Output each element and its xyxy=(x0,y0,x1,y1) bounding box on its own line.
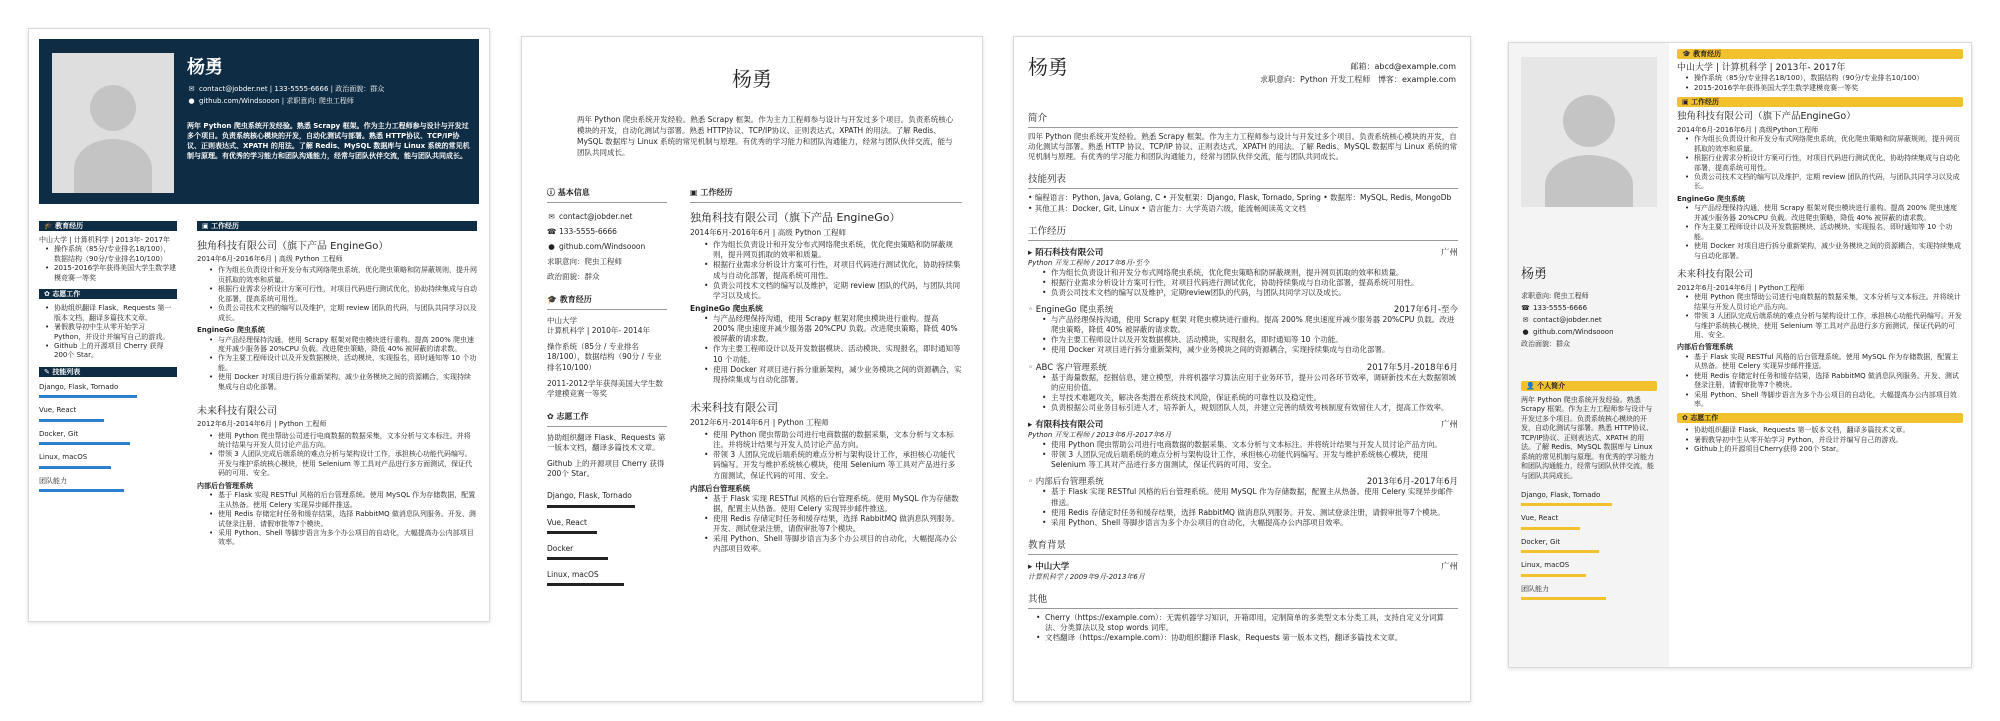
resume-body xyxy=(1028,101,1458,643)
job-bullets xyxy=(1028,440,1458,470)
skills-line-2: • 其他工具：Docker, Git, Linux • 语言能力：大学英语六级，能流畅阅读英文文档 xyxy=(1028,203,1306,213)
skill-list xyxy=(547,491,667,586)
skill-level-bar xyxy=(547,531,597,534)
skill-level-bar xyxy=(547,583,624,586)
skill-list xyxy=(1521,491,1657,600)
volunteer-2: Github 上的开源项目 Cherry 获得 200个 Star。 xyxy=(547,459,665,479)
skill-label: Django, Flask, Tornado xyxy=(547,491,632,501)
skill-label: Django, Flask, Tornado xyxy=(1521,490,1601,499)
section-volunteer: ✿ 志愿工作 xyxy=(1677,413,1963,423)
resume-template-yellow[interactable] xyxy=(1508,42,1972,668)
sidebar-intro xyxy=(1521,381,1657,608)
job-bullet: • 采用 Python、Shell 等脚步语言为多个办公项目的自动化，大幅提高办公内部项目效率。 xyxy=(1042,518,1458,528)
skill-label: Docker, Git xyxy=(39,429,79,438)
section-education: 🎓 教育经历 xyxy=(1677,49,1963,59)
section-work: 工作经历 xyxy=(1028,223,1458,241)
job-title-row xyxy=(1028,303,1458,315)
candidate-name: 杨勇 xyxy=(732,67,772,91)
job1-list: • 作为组长负责设计和开发分布式网络爬虫系统，优化爬虫策略和防屏蔽规则，提升网页抓取的效率和质量。 • 根据行业需求分析设计方案可行性，对项目代码进行测试优化，协助持续集成与自动化部署，提高系统可用性。 • 负责公司技术文档的编写以及维护，定期 review 团队的代码，与团队共同学习以及成长。 xyxy=(197,266,477,323)
job-bullets xyxy=(1028,268,1458,298)
section-other: 其他 xyxy=(1028,591,1458,609)
skill-label: Docker, Git xyxy=(1521,537,1561,546)
intro-text: 两年 Python 爬虫系统开发经验。熟悉 Scrapy 框架。作为主力工程师参与设计与开发过多个项目。负责系统核心模块的开发，自动化测试与部署。熟悉 HTTP协议、TCP/IP协议、正则表达式、XPATH 的用法。了解 Redis、MySQL 数据库与 Linux 系统的常见机制与原理。有优秀的学习能力和团队沟通能力，经常与团队伙伴交流，能与团队共同成长。 xyxy=(1521,396,1654,480)
job1-list: • 作为组长负责设计和开发分布式网络爬虫系统，优化爬虫策略和防屏蔽规则，提升网页抓取的效率和质量。 • 根据行业需求分析设计方案可行性，对项目代码进行测试优化，协助持续集成与自动化部署，提高系统可用性。 • 负责公司技术文档的编写以及维护，定期 review 团队的代码，与团队共同学习以及成长。 xyxy=(690,240,962,301)
job-bullet: • 使用 Redis 存储定时任务和缓存结果，选择 RabbitMQ 做消息队列服务。开发、测试登录注册，请假审批等7个模块。 xyxy=(1042,508,1458,518)
section-education: 🎓 教育经历 xyxy=(547,294,667,310)
basic-info: ✉ contact@jobder.net ☎ 133-5555-6666 ● github.com/Windsooon 求职意向：爬虫工程师 政治面貌：群众 xyxy=(547,209,667,284)
section-skills: ✎ 技能列表 xyxy=(39,367,177,377)
job-entry xyxy=(1028,418,1458,470)
skill-label: 团队能力 xyxy=(39,476,67,485)
job-role: Python 开发工程师 / 2017年6月-至今 xyxy=(1028,258,1150,267)
skill-label: Vue, React xyxy=(39,406,77,415)
skill-item xyxy=(39,430,177,445)
skill-label: Docker xyxy=(547,543,574,553)
job-bullet: • 基于 Flask 实现 RESTful 风格的后台管理系统。使用 MySQL 作为存储数据，配置主从热备。使用 Celery 实现异步邮件推送。 xyxy=(1042,487,1458,507)
contact-info: 求职意向: 爬虫工程师 ☎ 133-5555-6666 ✉ contact@jobder.net ● github.com/Windsooon 政治面貌：群众 xyxy=(1521,292,1614,348)
job1-date: 2014年6月-2016年6月 | 高级 Python 工程师 xyxy=(197,255,343,263)
job1-list: • 作为组长负责设计和开发分布式网络爬虫系统，优化爬虫策略和防屏蔽规则，提升网页抓取的效率和质量。 • 根据行业需求分析设计方案可行性，对项目代码进行测试优化，协助持续集成与自动化部署，提高系统可用性。 • 负责公司技术文档的编写以及维护，定期 review 团队的代码，与团队共同学习以及成长。 xyxy=(1677,135,1963,192)
skill-level-bar xyxy=(39,442,130,445)
edu-line: 中山大学 | 计算机科学 | 2013年- 2017年 xyxy=(39,236,170,244)
job-bullet: • 根据行业需求分析设计方案可行性，对项目代码进行测试优化，协助持续集成与自动化部署，提高系统可用性。 xyxy=(1042,278,1458,288)
job2-project: 内部后台管理系统 xyxy=(1677,343,1733,352)
job-list xyxy=(1028,246,1458,528)
job-bullet: • 负责公司技术文档的编写以及维护，定期review团队的代码，与团队共同学习以及成长。 xyxy=(1042,288,1458,298)
job-meta: 2013年6月-2017年6月 xyxy=(1366,477,1458,488)
job-bullet: • 使用 Python 爬虫帮助公司进行电商数据的数据采集、文本分析与文本标注。并将统计结果与开发人员讨论产品方向。 xyxy=(1042,440,1458,450)
job-title: ◦ ABC 客户管理系统 xyxy=(1028,362,1107,373)
left-column xyxy=(39,221,177,500)
skill-item xyxy=(39,453,177,468)
skill-item xyxy=(1521,538,1657,553)
section-volunteer: ✿ 志愿工作 xyxy=(39,289,177,299)
skill-item xyxy=(39,406,177,421)
job-title-row xyxy=(1028,475,1458,487)
avatar xyxy=(52,53,174,193)
job-meta: 2017年5月-2018年6月 xyxy=(1366,362,1458,373)
job2-date: 2012年6月-2014年6月 | Python 工程师 xyxy=(197,420,327,429)
job-bullet: • 使用 Docker 对项目进行拆分重新架构，减少业务模块之间的资源耦合，实现持续集成与自动化部署。 xyxy=(1042,345,1458,355)
other-list: • Cherry（https://example.com）：无需机器学习知识，开箱即用，定制简单的多类型文本分类工具，支持自定义分词算法、分类算法以及 stop words 词库。 • 文档翻译（https://example.com）：协助组织翻译 Flask、Requests 第一版本文档，翻译多篇技术文章。 xyxy=(1028,613,1458,643)
github-icon: ● xyxy=(548,242,555,251)
job-title: ◦ EngineGo 爬虫系统 xyxy=(1028,305,1114,315)
mail-icon: ✉ xyxy=(548,212,555,221)
edu-list: • 操作系统（85分/专业排名18/100），数据结构（90分/专业排名10/100） • 2015-2016学年获得美国大学生数学建模竞赛一等奖 xyxy=(39,245,177,283)
job-bullets xyxy=(1028,315,1458,356)
github-icon: ● xyxy=(188,97,195,106)
job-bullets xyxy=(1028,487,1458,528)
skill-label: Django, Flask, Tornado xyxy=(39,382,119,391)
volunteer-1: 协助组织翻译 Flask、Requests 第一版本文档，翻译多篇技术文章。 xyxy=(547,432,666,452)
skill-item xyxy=(39,383,177,398)
job2-project-list: • 基于 Flask 实现 RESTful 风格的后台管理系统。使用 MySQL 作为存储数据，配置主从热备。使用 Celery 实现异步邮件推送。 • 使用 Redis 存储定时任务和缓存结果，选择 RabbitMQ 做消息队列服务。开发、测试登录注册，请假审批等7个模块。 • 采用 Python、Shell 等脚步语言为多个办公项目的自动化，大幅提高办公内部项目效率。 xyxy=(1677,353,1963,410)
avatar xyxy=(1521,57,1657,207)
job-meta: 广州 xyxy=(1440,420,1458,430)
job-bullet: • 与产品经理保持沟通，使用 Scrapy 框架 对爬虫模块进行重构。提高 200% 爬虫速度并减少服务器 20%CPU 负载。改进爬虫策略，降低 40% 被屏蔽的请求数。 xyxy=(1042,315,1458,335)
skill-level-bar xyxy=(1521,574,1586,577)
school-line: 计算机科学 / 2009年9月-2013年6月 xyxy=(1028,572,1145,581)
courses: 操作系统（85分 / 专业排名18/100），数据结构（90分 / 专业排名10/100） xyxy=(547,342,662,372)
job-title-row xyxy=(1028,418,1458,430)
intro-text: 两年 Python 爬虫系统开发经验。熟悉 Scrapy 框架。作为主力工程师参与设计与开发过多个项目。负责系统核心模块的开发，自动化测试与部署。熟悉 HTTP协议、TCP/IP协议、正则表达式、XPATH 的用法。了解 Redis、MySQL 数据库与 Linux 系统的常见机制与原理。有优秀的学习能力和团队沟通能力，经常与团队伙伴交流，能与团队共同成长。 xyxy=(577,115,954,157)
job1-project-list: • 与产品经理保持沟通，使用 Scrapy 框架对爬虫模块进行重构。提高 200% 爬虫速度并减少服务器 20%CPU 负载。改进爬虫策略，降低 40% 被屏蔽的请求数。 • 作为主要工程师设计以及开发数据模块、活动模块、实现报名，即时通知等 10 个功能。 • 使用 Docker 对项目进行拆分重新架构，减少业务模块之间的资源耦合，实现持续集成与自动化部署。 xyxy=(197,336,477,393)
skill-level-bar xyxy=(547,505,635,508)
job2-list: • 使用 Python 爬虫帮助公司进行电商数据的数据采集，文本分析与文本标注。并将统计结果与开发人员讨论产品方向。 • 带领 3 人团队完成后端系统的难点分析与架构设计工作，承担核心功能代码编写。开发与维护系统核心模块，使用 Selenium 等工具对产品进行多方面测试，保证代码的可用、安全。 xyxy=(1677,293,1963,340)
edu-line: 中山大学 | 计算机科学 | 2013年- 2017年 xyxy=(1677,63,1846,73)
job-entry xyxy=(1028,246,1458,298)
job2-title: 未来科技有限公司 xyxy=(1677,268,1754,280)
job-entry xyxy=(1028,303,1458,356)
section-education: 教育背景 xyxy=(1028,537,1458,555)
resume-template-classic[interactable] xyxy=(1013,36,1471,702)
intro-text: 两年 Python 爬虫系统开发经验。熟悉 Scrapy 框架。作为主力工程师参与设计与开发过多个项目。负责系统核心模块的开发，自动化测试与部署。熟悉 HTTP协议、TCP/IP协议、正则表达式、XPATH 的用法。了解 Redis、MySQL 数据库与 Linux 系统的常见机制与原理。有优秀的学习能力和团队沟通能力，经常与团队伙伴交流，能与团队共同成长。 xyxy=(187,122,470,161)
major-line: 计算机科学 | 2010年- 2014年 xyxy=(547,326,651,336)
section-volunteer: ✿ 志愿工作 xyxy=(547,411,667,427)
candidate-name: 杨勇 xyxy=(187,57,223,78)
job-meta: 2017年6月-至今 xyxy=(1393,305,1458,315)
skill-list xyxy=(39,383,177,492)
job1-project: EngineGo 爬虫系统 xyxy=(690,303,763,313)
section-work: ▣ 工作经历 xyxy=(1677,97,1963,107)
section-education: 🎓 教育经历 xyxy=(39,221,177,231)
skill-item xyxy=(1521,585,1657,600)
mail-icon: ✉ xyxy=(1522,315,1529,324)
contact-info: ✉ contact@jobder.net | 133-5555-6666 | 政治面貌：群众 ● github.com/Windsooon | 求职意向: 爬虫工程师 xyxy=(188,85,385,106)
right-column xyxy=(690,187,962,555)
skill-level-bar xyxy=(39,395,137,398)
job2-list: • 使用 Python 爬虫帮助公司进行电商数据的数据采集，文本分析与文本标注。并将统计结果与开发人员讨论产品方向。 • 带领 3 人团队完成后端系统的难点分析与架构设计工作，承担核心功能代码编写。开发与维护系统核心模块，使用 Selenium 等工具对产品进行多方面测试，保证代码的可用、安全。 xyxy=(197,432,477,479)
resume-template-minimal[interactable] xyxy=(521,36,983,702)
school-row: ▸ 中山大学 广州 xyxy=(1028,561,1458,572)
intro-text: 四年 Python 爬虫系统开发经验。熟悉 Scrapy 框架。作为主力工程师参与设计与开发过多个项目。负责系统核心模块的开发，自动化测试与部署。熟悉 HTTP 协议、TCP/IP 协议、正则表达式、XPATH 的用法。了解 Redis、MySQL 数据库与 Linux 系统的常见机制与原理。有优秀的学习能力和团队沟通能力，经常与团队伙伴交流，能与团队共同成长。 xyxy=(1028,132,1458,162)
sidebar xyxy=(1509,43,1669,667)
volunteer-list: • 协助组织翻译 Flask、Requests 第一版本文档，翻译多篇技术文章。 • 暑假教导初中生从零开始学习 Python，并设计并编写自己的游戏。 • Github上的开源项目Cherry获得 200个 Star。 xyxy=(1677,426,1963,454)
section-intro: 👤 个人简介 xyxy=(1521,381,1657,391)
header-contact: 邮箱：abcd@example.com 求职意向：Python 开发工程师 博客：example.com xyxy=(1260,62,1456,84)
candidate-name: 杨勇 xyxy=(1028,55,1068,79)
award: 2011-2012学年获得美国大学生数学建模竞赛一等奖 xyxy=(547,378,663,398)
job-meta: 广州 xyxy=(1440,247,1458,258)
left-column xyxy=(547,187,667,596)
job-bullet: • 主导技术难题攻关，解决各类潜在系统技术风险，保证系统的可靠性以及稳定性。 xyxy=(1042,393,1458,403)
skill-level-bar xyxy=(1521,550,1599,553)
job-entry xyxy=(1028,361,1458,414)
job-bullet: • 带领 3 人团队完成后端系统的难点分析与架构设计工作，承担核心功能代码编写。开发与维护系统核心模块，使用 Selenium 等工具对产品进行多方面测试，保证代码的可用、安全。 xyxy=(1042,450,1458,470)
job-bullets xyxy=(1028,373,1458,414)
job2-date: 2012年6月-2014年6月 | Python 工程师 xyxy=(690,417,829,427)
job1-project: EngineGo 爬虫系统 xyxy=(1677,194,1745,203)
job1-project-list: • 与产品经理保持沟通，使用 Scrapy 框架对爬虫模块进行重构。提高 200% 爬虫速度并减少服务器 20%CPU 负载。改进爬虫策略，降低 40% 被屏蔽的请求数。 • 作为主要工程师设计以及开发数据模块、活动模块、实现报名，即时通知等 10 个功能。 • 使用 Docker 对项目进行拆分重新架构，减少业务模块之间的资源耦合，实现持续集成与自动化部署。 xyxy=(1677,204,1963,261)
skill-level-bar xyxy=(39,489,124,492)
skill-label: Vue, React xyxy=(547,517,587,527)
skill-item xyxy=(1521,561,1657,576)
section-basic-info: ⓘ 基本信息 xyxy=(547,187,667,203)
volunteer-list: • 协助组织翻译 Flask、Requests 第一版本文档，翻译多篇技术文章。 • 暑假教导初中生从零开始学习 Python，并设计并编写自己的游戏。 • Github 上的开源项目 Cherry 获得 200个 Star。 xyxy=(39,304,177,361)
skill-label: Vue, React xyxy=(1521,514,1559,523)
section-intro: 简介 xyxy=(1028,110,1458,128)
job1-project: EngineGo 爬虫系统 xyxy=(197,326,265,335)
section-work: ▣ 工作经历 xyxy=(690,187,962,203)
job1-title: 独角科技有限公司（旗下产品 EngineGo） xyxy=(197,241,389,252)
job2-title: 未来科技有限公司 xyxy=(690,400,778,414)
job2-project: 内部后台管理系统 xyxy=(197,481,253,490)
skill-item xyxy=(1521,514,1657,529)
job-title: ▸ 有限科技有限公司 xyxy=(1028,420,1104,430)
job1-title: 独角科技有限公司（旗下产品EngineGo） xyxy=(1677,111,1856,123)
skill-label: Linux, macOS xyxy=(547,569,599,579)
github-icon: ● xyxy=(1522,327,1529,336)
job-entry xyxy=(1028,475,1458,528)
resume-template-navy[interactable] xyxy=(28,28,490,622)
skills-line-1: • 编程语言：Python, Java, Golang, C • 开发框架：Django, Flask, Tornado, Spring • 数据库：MySQL, Redis, MongoDb xyxy=(1028,193,1452,203)
job-bullet: • 负责根据公司业务目标引进人才，培养新人，规划团队人员，并建立完善的绩效考核制度有效留住人才，提高工作效率。 xyxy=(1042,403,1458,413)
skill-item xyxy=(547,491,667,507)
job2-list: • 使用 Python 爬虫帮助公司进行电商数据的数据采集，文本分析与文本标注。并将统计结果与开发人员讨论产品方向。 • 带领 3 人团队完成后端系统的难点分析与架构设计工作，承担核心功能代码编写。开发与维护系统核心模块，使用 Selenium 等工具对产品进行多方面测试，保证代码的可用、安全。 xyxy=(690,430,962,481)
skill-level-bar xyxy=(1521,527,1580,530)
skill-item xyxy=(547,570,667,586)
right-column xyxy=(197,221,477,548)
job2-title: 未来科技有限公司 xyxy=(197,406,277,418)
job-title: ▸ 陌石科技有限公司 xyxy=(1028,247,1104,258)
job-title: ◦ 内部后台管理系统 xyxy=(1028,477,1104,488)
skill-item xyxy=(39,477,177,492)
job1-date: 2014年6月-2016年6月 | 高级 Python 工程师 xyxy=(690,228,846,237)
skill-label: 团队能力 xyxy=(1521,584,1549,593)
candidate-name: 杨勇 xyxy=(1521,267,1548,282)
edu-list: • 操作系统（85分/专业排名18/100），数据结构（90分/专业排名10/100） • 2015-2016学年获得美国大学生数学建模竞赛一等奖 xyxy=(1677,74,1963,93)
section-work: ▣ 工作经历 xyxy=(197,221,477,231)
job-bullet: • 作为组长负责设计和开发分布式网络爬虫系统，优化爬虫策略和防屏蔽规则，提升网页抓取的效率和质量。 xyxy=(1042,268,1458,278)
skill-item xyxy=(547,518,667,534)
job2-project-list: • 基于 Flask 实现 RESTful 风格的后台管理系统。使用 MySQL 作为存储数据，配置主从热备。使用 Celery 实现异步邮件推送。 • 使用 Redis 存储定时任务和缓存结果，选择 RabbitMQ 做消息队列服务。开发、测试登录注册，请假审批等7个模块。 • 采用 Python、Shell 等脚步语言为多个办公项目的自动化，大幅提高办公内部项目效率。 xyxy=(690,494,962,555)
job2-project: 内部后台管理系统 xyxy=(690,483,750,493)
header-banner xyxy=(39,39,479,204)
job-bullet: • 基于海量数据，挖掘信息，建立模型，并将机器学习算法应用于业务环节，提升公司各环节效率，调研新技术在大数据领域的应用价值。 xyxy=(1042,373,1458,393)
phone-icon: ☎ xyxy=(547,227,557,236)
skill-item xyxy=(547,544,667,560)
phone-icon: ☎ xyxy=(1521,303,1530,312)
job1-title: 独角科技有限公司（旗下产品 EngineGo） xyxy=(690,211,901,224)
skill-item xyxy=(1521,491,1657,506)
school: 中山大学 xyxy=(547,316,577,325)
skill-level-bar xyxy=(39,466,111,469)
mail-icon: ✉ xyxy=(188,85,195,93)
job-bullet: • 作为主要工程师设计以及开发数据模块、活动模块，实现报名，即时通知等 10 个功能。 xyxy=(1042,335,1458,345)
skill-level-bar xyxy=(39,419,104,422)
job2-project-list: • 基于 Flask 实现 RESTful 风格的后台管理系统。使用 MySQL 作为存储数据，配置主从热备。使用 Celery 实现异步邮件推送。 • 使用 Redis 存储定时任务和缓存结果，选择 RabbitMQ 做消息队列服务。开发、测试登录注册，请假审批等7个模块。 • 采用 Python、Shell 等脚步语言为多个办公项目的自动化，大幅提高办公内部项目效率。 xyxy=(197,491,477,548)
skill-label: Linux, macOS xyxy=(1521,561,1570,570)
job-title-row xyxy=(1028,361,1458,373)
job1-date: 2014年6月-2016年6月 | 高级Python工程师 xyxy=(1677,125,1819,134)
job1-project-list: • 与产品经理保持沟通，使用 Scrapy 框架对爬虫模块进行重构。提高 200% 爬虫速度并减少服务器 20%CPU 负载。改进爬虫策略，降低 40% 被屏蔽的请求数。 • 作为主要工程师设计以及开发数据模块、活动模块、实现报名，即时通知等 10 个功能。 • 使用 Docker 对项目进行拆分重新架构，减少业务模块之间的资源耦合，实现持续集成与自动化部署。 xyxy=(690,314,962,385)
job-role: Python 开发工程师 / 2013年6月-2017年6月 xyxy=(1028,431,1172,439)
skill-label: Linux, macOS xyxy=(39,453,88,462)
skill-level-bar xyxy=(1521,597,1606,600)
skill-level-bar xyxy=(547,557,608,560)
job-title-row xyxy=(1028,246,1458,258)
skill-level-bar xyxy=(1521,503,1612,506)
main-column xyxy=(1677,49,1963,455)
section-skills: 技能列表 xyxy=(1028,171,1458,189)
job2-date: 2012年6月-2014年6月 | Python工程师 xyxy=(1677,283,1805,292)
